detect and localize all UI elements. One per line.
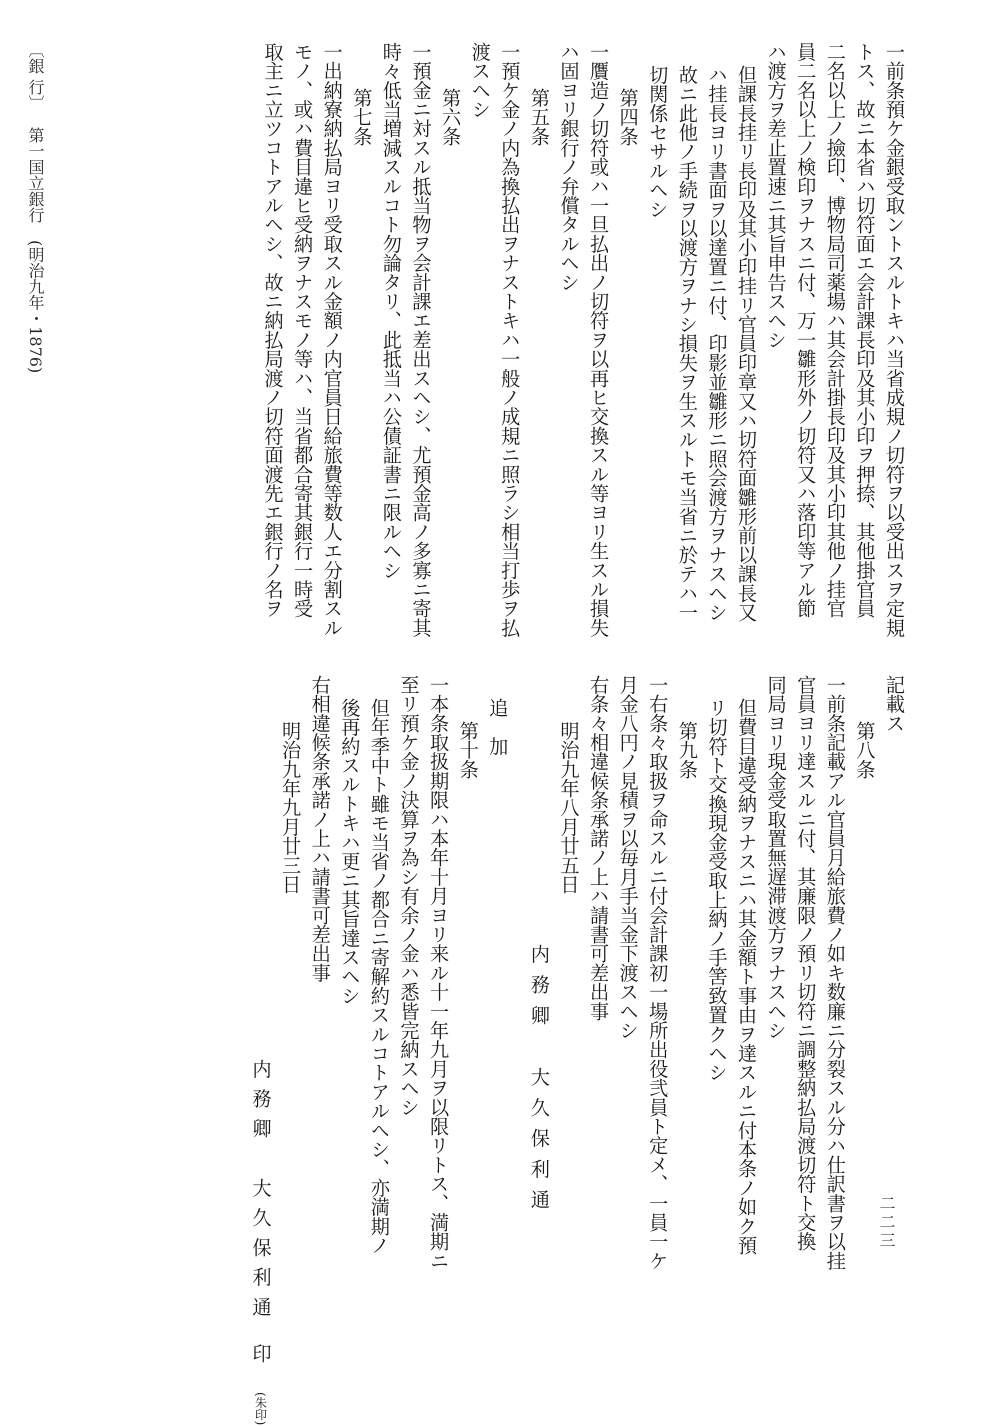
article-heading: 第八条 [853,721,877,779]
text-line: 官員ヨリ達スルニ付、其廉限ノ預リ切符ニ調整納払局渡切符ト交換 [794,675,818,1251]
text-line: ハ固ヨリ銀行ノ弁償タルヘシ [557,42,581,292]
seal-mark: 印 [249,1343,273,1374]
spacer [512,675,524,1335]
text-line: 右相違候条承諾ノ上ハ請書可差出事 [308,675,332,983]
text-line: トス、故ニ本省ハ切符面エ会計課長印及其小印ヲ押捺、其他掛官員 [853,42,877,618]
text-line: 右条々相違候条承諾ノ上ハ請書可差出事 [587,675,611,1021]
footer-bank: 第一国立銀行 [26,127,45,224]
text-line: 二名以上ノ撿印、博物局司薬場ハ其会計掛長印及其小印其他ノ挂官 [823,42,847,618]
article-heading: 第九条 [675,721,699,779]
signature-name: 内務卿 大久保利通 [249,1059,273,1327]
signature-line: 内務卿 大久保利通 [527,943,551,1221]
signature-line [245,675,276,1426]
text-line: 一出納寮納払局ヨリ受取スル金額ノ内官員日給旅費等数人エ分割スル [320,42,344,638]
text-line: 一前条記載アル官員月給旅費ノ如キ数廉ニ分裂スル分ハ仕訳書ヲ以挂 [823,675,847,1271]
text-line: 渡スヘシ [468,42,492,119]
text-line: 一贋造ノ切符或ハ一旦払出ノ切符ヲ以再ヒ交換スル等ヨリ生スル損失 [587,42,611,638]
text-line: 一預金ニ対スル抵当物ヲ会計課エ差出スヘシ、尤預金高ノ多寡ニ寄其 [409,42,433,638]
text-line: 同局ヨリ現金受取置無遅滞渡方ヲナスヘシ [764,675,788,1040]
footer-category: 〔銀 行〕 [26,42,45,112]
running-footer [25,42,45,384]
text-line: 一預ケ金ノ内為換払出ヲナストキハ一般ノ成規ニ照ラシ相当打歩ヲ払 [498,42,522,638]
footer-era: (明治九年・1876) [26,239,45,373]
article-heading: 第六条 [439,88,463,146]
bottom-text-block [245,675,909,1426]
text-line: 至リ預ケ金ノ決算ヲ為シ有余ノ金ハ悉皆完納スヘシ [397,675,421,1117]
article-heading: 第四条 [616,88,640,146]
text-line: 切関係セサルヘシ [646,65,670,219]
text-line: 一右条々取扱ヲ命スルニ付会計課初一場所出役弐員ト定メ、一員一ケ [646,675,670,1271]
article-heading: 第五条 [527,88,551,146]
text-line: 故ニ此他ノ手続ヲ以渡方ヲナシ損失ヲ生スルトモ当省ニ於テハ一 [675,65,699,622]
page-number: 二二三 [877,1195,896,1251]
text-line: 員二名以上ノ検印ヲナスニ付、万一雛形外ノ切符又ハ落印等アル節 [794,42,818,618]
article-heading: 第七条 [350,88,374,146]
text-line: リ切符ト交換現金受取上納ノ手筈致置クヘシ [705,698,729,1083]
text-line: 記載ス [883,675,906,733]
text-line: 但年季中ト雖モ当省ノ都合ニ寄解約スルコトアルヘシ、亦満期ノ [367,698,391,1255]
article-heading: 第十条 [456,721,480,779]
text-line: 但費目違受納ヲナスニハ其金額ト事由ヲ達スルニ付本条ノ如ク預 [735,698,759,1255]
text-line: ハ渡方ヲ差止置速ニ其旨申告スヘシ [764,42,788,350]
date-line: 明治九年九月廿三日 [279,721,303,894]
text-line: 一本条取扱期限ハ本年十月ヨリ来ル十一年九月ヲ以限リトス、満期ニ [427,675,451,1271]
text-line: 月金八円ノ見積ヲ以毎月手当金下渡スヘシ [616,675,640,1040]
seal-note: (朱印) [253,1392,268,1426]
text-line: モノ、或ハ費目違ヒ受納ヲナスモノ等ハ、当省都合寄其銀行一時受 [291,42,315,618]
date-line: 明治九年八月廿五日 [557,721,581,894]
section-heading: 追 加 [486,698,510,756]
text-line: 一前条預ケ金銀受取ントスルトキハ当省成規ノ切符ヲ以受出スヲ定規 [883,42,906,638]
text-line: 取主ニ立ツコトアルヘシ、故ニ納払局渡ノ切符面渡先エ銀行ノ名ヲ [261,42,285,618]
text-line: ハ挂長ヨリ書面ヲ以達置ニ付、印影並雛形ニ照会渡方ヲナスヘシ [705,65,729,622]
text-line: 後再約スルトキハ更ニ其旨達スヘシ [338,698,362,1006]
text-line: 但課長挂リ長印及其小印挂リ官員印章又ハ切符面雛形前以課長又 [735,65,759,622]
top-text-block [258,42,909,662]
text-line: 時々低当増減スルコト勿論タリ、此抵当ハ公債証書ニ限ルヘシ [379,42,403,580]
